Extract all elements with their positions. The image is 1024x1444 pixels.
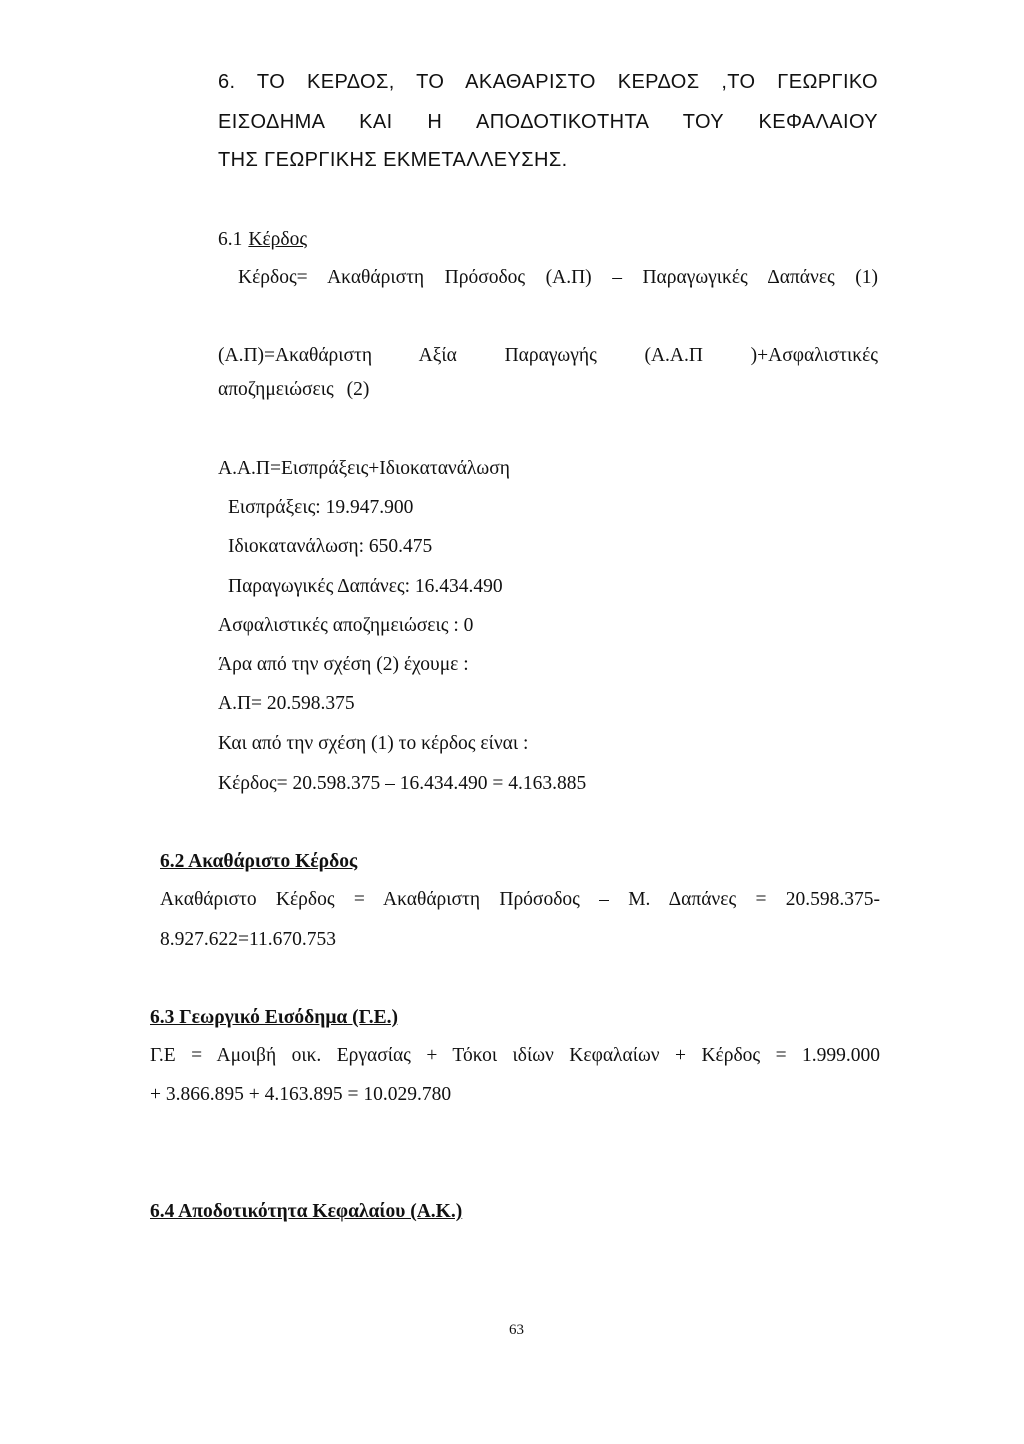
agricultural-income-result: + 3.866.895 + 4.163.895 = 10.029.780	[150, 1084, 452, 1105]
receipts-value: Εισπράξεις: 19.947.900	[228, 497, 414, 518]
gross-revenue-value: Α.Π= 20.598.375	[218, 693, 355, 714]
section-6-1-title: Κέρδος	[248, 229, 308, 250]
page-number: 63	[509, 1322, 524, 1338]
agricultural-income-formula: Γ.Ε = Αμοιβή οικ. Εργασίας + Τόκοι ιδίων Κεφαλαίων + Κέρδος = 1.999.000	[150, 1045, 880, 1066]
therefore-relation-2: Άρα από την σχέση (2) έχουμε :	[218, 654, 469, 675]
gross-profit-result: 8.927.622=11.670.753	[160, 929, 337, 950]
chapter-title-line-1: 6. ΤΟ ΚΕΡΔΟΣ, ΤΟ ΑΚΑΘΑΡΙΣΤΟ ΚΕΡΔΟΣ ,ΤΟ ΓΕΩΡΓΙΚΟ	[218, 71, 878, 93]
chapter-title-line-2: ΕΙΣΟΔΗΜΑ ΚΑΙ Η ΑΠΟΔΟΤΙΚΟΤΗΤΑ ΤΟΥ ΚΕΦΑΛΑΙΟΥ	[218, 111, 878, 133]
self-consumption-value: Ιδιοκατανάλωση: 650.475	[228, 536, 433, 557]
gross-revenue-formula-cont: αποζημειώσεις (2)	[218, 379, 370, 400]
chapter-title-line-3: ΤΗΣ ΓΕΩΡΓΙΚΗΣ ΕΚΜΕΤΑΛΛΕΥΣΗΣ.	[218, 149, 568, 171]
section-6-3-heading: 6.3 Γεωργικό Εισόδημα (Γ.Ε.)	[150, 1007, 398, 1028]
gross-revenue-formula: (Α.Π)=Ακαθάριστη Αξία Παραγωγής (Α.Α.Π )+Ασφαλιστικές	[218, 345, 878, 366]
section-6-4-heading: 6.4 Αποδοτικότητα Κεφαλαίου (Α.Κ.)	[150, 1201, 463, 1222]
profit-calculation: Κέρδος= 20.598.375 – 16.434.490 = 4.163.885	[218, 773, 587, 794]
section-6-1-number: 6.1	[218, 229, 243, 250]
profit-formula: Κέρδος= Ακαθάριστη Πρόσοδος (Α.Π) – Παραγωγικές Δαπάνες (1)	[238, 267, 878, 288]
section-6-1-heading	[218, 228, 307, 252]
section-6-2-heading: 6.2 Ακαθάριστο Κέρδος	[160, 851, 358, 872]
production-costs-value: Παραγωγικές Δαπάνες: 16.434.490	[228, 576, 503, 597]
gross-profit-formula: Ακαθάριστο Κέρδος = Ακαθάριστη Πρόσοδος – Μ. Δαπάνες = 20.598.375-	[160, 889, 880, 910]
insurance-compensation-value: Ασφαλιστικές αποζημειώσεις : 0	[218, 615, 474, 636]
from-relation-1: Και από την σχέση (1) το κέρδος είναι :	[218, 733, 529, 754]
gross-production-value-formula: Α.Α.Π=Εισπράξεις+Ιδιοκατανάλωση	[218, 458, 510, 479]
